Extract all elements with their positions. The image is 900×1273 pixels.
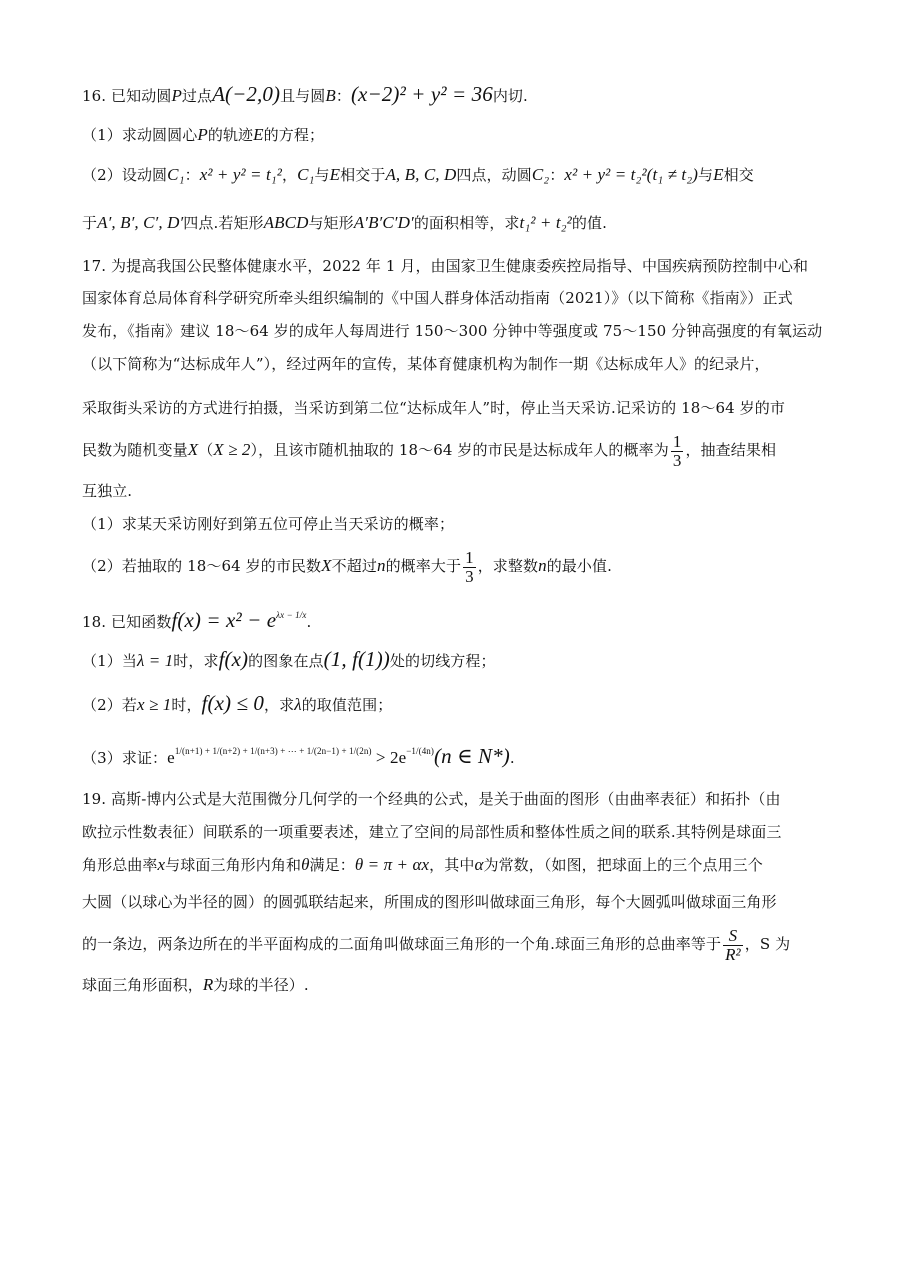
q19-line3: 角形总曲率x与球面三角形内角和θ满足：θ = π + αx，其中α为常数，（如图，把球面上的三个点用三个	[82, 855, 763, 874]
q17-line1: 17. 为提高我国公民整体健康水平，2022 年 1 月，由国家卫生健康委疾控局指导、中国疾病预防控制中心和	[82, 257, 809, 275]
q16-circle-c2-equation: x² + y² = t₂²(t₁ ≠ t₂)	[564, 165, 698, 184]
q17-part2: （2）若抽取的 18～64 岁的市民数X不超过n的概率大于 $\frac{1}{3}$ ，求整数n的最小值.	[82, 547, 612, 586]
q19-line2: 欧拉示性数表征）间联系的一项重要表述，建立了空间的局部性质和整体性质之间的联系.其特例是球面三	[82, 823, 782, 841]
q19-line4: 大圆（以球心为半径的圆）的圆弧联结起来，所围成的图形叫做球面三角形，每个大圆弧叫做球面三角形	[82, 893, 777, 911]
q18-part3: （3）求证：$e^{1/(n+1) + 1/(n+2) + 1/(n+3) + \cdots + 1/(2n-1) + 1/(2n)} > 2e^{-1/(4n)}(n$ ∈ N*).	[82, 744, 515, 768]
q17-line7: 互独立.	[82, 482, 133, 500]
q17-line3: 发布，《指南》建议 18～64 岁的成年人每周进行 150～300 分钟中等强度或 75～150 分钟高强度的有氧运动	[82, 322, 823, 340]
q16-part2-line1: （2）设动圆C₁：x² + y² = t₁²，C₁与E相交于A, B, C, D四点，动圆C₂：x² + y² = t₂²(t₁ ≠ t₂)与E相交	[82, 165, 754, 184]
q16-circle-b-equation: (x−2)² + y² = 36	[350, 82, 493, 106]
q17-part2-fraction: $\frac{1}{3}$	[465, 547, 474, 586]
q18-number: 18.	[82, 613, 107, 631]
q17-line6: 民数为随机变量X（X ≥ 2），且该市随机抽取的 18～64 岁的市民是达标成年人的概率为 $\frac{1}{3}$ ，抽查结果相	[82, 431, 777, 470]
q18-stem: 18. 已知函数$f(x) = x^2 - e^{\lambda x - 1/x}$.	[82, 608, 312, 632]
q19-curvature-fraction: $\frac{S}{\text{R²}}$	[725, 925, 741, 964]
q17-part1: （1）求某天采访刚好到第五位可停止当天采访的概率；	[82, 515, 455, 533]
q19-gauss-bonnet-formula: θ = π + αx	[354, 855, 430, 874]
q16-text: 已知动圆	[111, 87, 172, 105]
q19-number: 19.	[82, 790, 107, 808]
q16-part2-line2: 于A′, B′, C′, D′四点.若矩形ABCD与矩形A′B′C′D′的面积相等，求t₁² + t₂²的值.	[82, 213, 607, 232]
q18-part3-exponent: 1/(n+1) + 1/(n+2) + 1/(n+3) + ⋯ + 1/(2n−1) + 1/(2n)	[174, 746, 372, 756]
q16-circle-c1-equation: x² + y² = t₁²	[199, 165, 282, 184]
q17-line2: 国家体育总局体育科学研究所牵头组织编制的《中国人群身体活动指南（2021）》（以下简称《指南》）正式	[82, 289, 793, 307]
q18-part1: （1）当λ = 1时，求f(x)的图象在点(1, f(1))处的切线方程；	[82, 647, 496, 671]
q16-stem: 16. 已知动圆P过点A(−2,0)且与圆B：(x−2)² + y² = 36内切.	[82, 82, 528, 106]
q17-probability-fraction: $\frac{1}{3}$	[672, 431, 682, 470]
q16-part1: （1）求动圆圆心P的轨迹E的方程；	[82, 125, 325, 144]
q19-line1: 19. 高斯-博内公式是大范围微分几何学的一个经典的公式，是关于曲面的图形（由曲率表征）和拓扑（由	[82, 790, 781, 808]
q17-line4: （以下简称为“达标成年人”），经过两年的宣传，某体育健康机构为制作一期《达标成年人》的纪录片，	[82, 355, 770, 373]
q18-part2: （2）若x ≥ 1时，f(x) ≤ 0，求λ的取值范围；	[82, 691, 393, 715]
q19-line6: 球面三角形面积，R为球的半径）.	[82, 975, 309, 994]
q18-function: f(x) = x² − e	[171, 608, 277, 632]
q19-line5: 的一条边，两条边所在的半平面构成的二面角叫做球面三角形的一个角.球面三角形的总曲率等于 $\frac{S}{\text{R²}}$ ，S 为	[82, 925, 791, 964]
q16-number: 16.	[82, 87, 107, 105]
q16-point-a: A(−2,0)	[212, 82, 281, 106]
q17-line5: 采取街头采访的方式进行拍摄，当采访到第二位“达标成年人”时，停止当天采访.记采访的 18～64 岁的市	[82, 399, 785, 417]
q17-number: 17.	[82, 257, 107, 275]
